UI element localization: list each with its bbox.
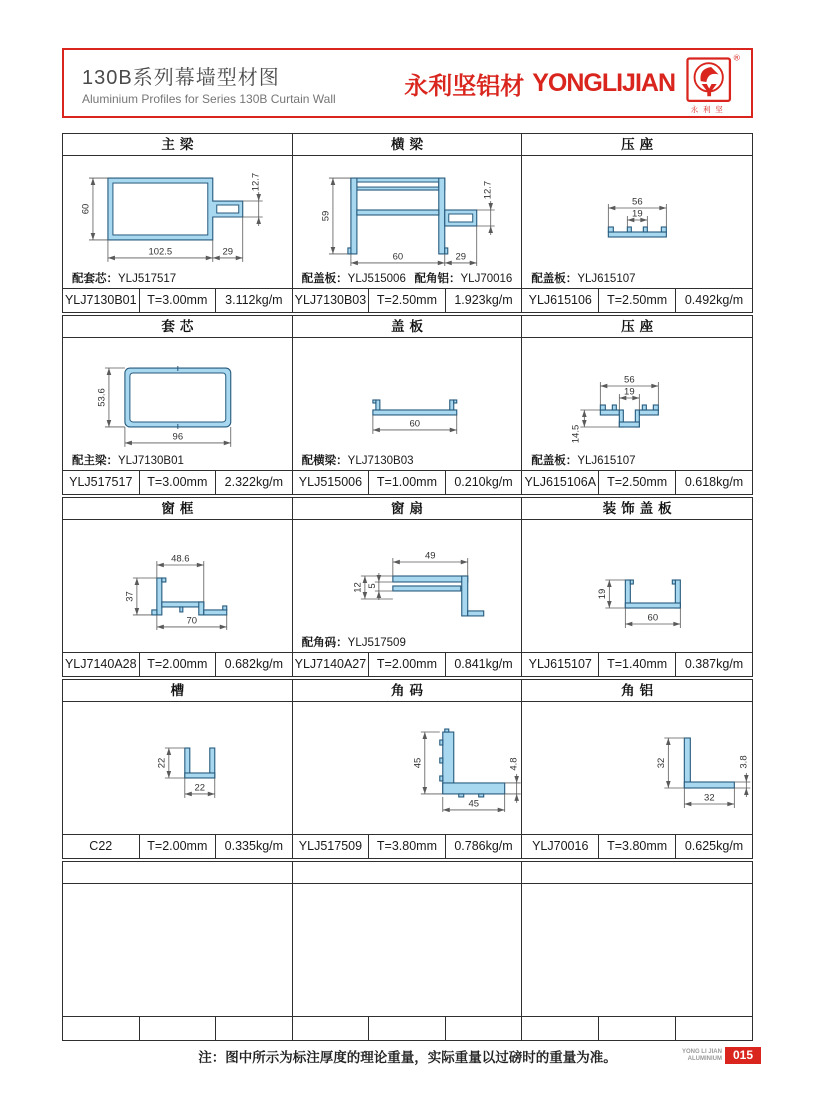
dimension: [735, 755, 751, 797]
logo-caption: 永利坚: [690, 105, 728, 115]
svg-text:56: 56: [624, 374, 635, 386]
spec-row-empty: [293, 1016, 522, 1040]
dimension: [367, 573, 393, 600]
spec-thickness: T=2.00mm: [140, 653, 217, 676]
profile-title-empty: [63, 862, 292, 884]
profile-notes: [522, 630, 752, 653]
profile-title: 压座: [522, 316, 752, 338]
spec-model: YLJ615107: [522, 653, 599, 676]
spec-weight: 0.682kg/m: [224, 657, 284, 671]
spec-row: [293, 652, 522, 676]
spec-row: [293, 470, 522, 494]
brand-name-en: YONGLIJIAN: [532, 68, 675, 97]
spec-row-empty: [63, 1016, 292, 1040]
profile-title: 主梁: [63, 134, 292, 156]
dimension: [156, 748, 184, 778]
page-number: 015: [725, 1047, 761, 1064]
brand-logo-icon: [683, 50, 741, 116]
spec-model: YLJ517509: [293, 835, 370, 858]
svg-text:45: 45: [468, 798, 479, 810]
spec-row: [63, 288, 292, 312]
dimension: [185, 778, 215, 798]
profile-notes: 配盖板：YLJ615107: [531, 455, 636, 467]
profile-shape: [685, 738, 735, 788]
spec-thickness: T=3.80mm: [599, 835, 676, 858]
dimension: [320, 178, 350, 254]
svg-text:59: 59: [320, 210, 332, 222]
page-header: [62, 48, 753, 118]
profile-cell: [293, 134, 523, 312]
svg-text:53.6: 53.6: [96, 388, 108, 407]
header-titles: [82, 61, 336, 106]
dimension: [157, 615, 227, 630]
spec-model: C22: [63, 835, 140, 858]
spec-thickness: T=1.00mm: [369, 471, 446, 494]
page-title: 130B系列幕墙型材图: [82, 66, 280, 89]
spec-row: [293, 834, 522, 858]
dimension: [124, 578, 156, 615]
footer-note: 注：图中所示为标注厚度的理论重量，实际重量以过磅时的重量为准。: [198, 1050, 617, 1065]
spec-weight: 0.618kg/m: [684, 475, 744, 489]
profile-title: 套芯: [63, 316, 292, 338]
spec-weight: 0.786kg/m: [454, 839, 513, 853]
dimension: [597, 580, 626, 608]
dimension: [444, 226, 476, 266]
svg-text:60: 60: [409, 418, 420, 430]
profile-cell: [63, 498, 293, 676]
profile-cell: [522, 498, 752, 676]
profile-notes: 配主梁：YLJ7130B01: [72, 455, 184, 467]
profile-cell-empty: [293, 862, 523, 1040]
profile-shape: [601, 405, 659, 427]
profile-diagram: [522, 338, 752, 448]
profile-cell: [293, 680, 523, 858]
svg-text:19: 19: [597, 588, 609, 600]
profile-shape: [626, 580, 681, 608]
spec-weight: 0.335kg/m: [224, 839, 284, 853]
profile-diagram: [293, 338, 522, 448]
dimension: [243, 173, 263, 226]
profile-notes: [293, 812, 522, 835]
spec-model: YLJ7130B01: [63, 289, 140, 312]
profile-notes: [522, 812, 752, 835]
profile-shape: [609, 227, 667, 237]
svg-text:49: 49: [424, 550, 436, 562]
spec-thickness: T=2.00mm: [140, 835, 217, 858]
profile-title: 窗扇: [293, 498, 522, 520]
profile-cell: [522, 680, 752, 858]
spec-model: YLJ515006: [293, 471, 370, 494]
spec-row: [293, 288, 522, 312]
svg-text:19: 19: [632, 208, 643, 220]
profile-diagram: [293, 156, 522, 266]
svg-text:19: 19: [624, 386, 635, 398]
profile-notes: 配盖板：YLJ515006 配角铝：YLJ70016: [301, 273, 513, 285]
spec-thickness: T=2.50mm: [599, 471, 676, 494]
dimension: [393, 551, 468, 576]
spec-weight: 0.625kg/m: [684, 839, 744, 853]
profile-diagram: [293, 702, 522, 812]
svg-text:29: 29: [455, 251, 466, 263]
table-row: [62, 679, 753, 859]
svg-text:22: 22: [194, 782, 206, 794]
profile-title: 盖板: [293, 316, 522, 338]
profile-cell: [63, 680, 293, 858]
profile-shape: [152, 578, 227, 615]
profile-diagram: [293, 520, 522, 630]
page-subtitle: Aluminium Profiles for Series 130B Curtain Wall: [82, 91, 336, 106]
svg-text:70: 70: [186, 615, 198, 627]
svg-text:14.5: 14.5: [570, 424, 582, 444]
profile-cell: [293, 498, 523, 676]
profile-cell: [522, 134, 752, 312]
spec-weight: 0.492kg/m: [684, 293, 744, 307]
profile-cell: [522, 316, 752, 494]
profile-cell: [63, 316, 293, 494]
spec-thickness: T=2.50mm: [369, 289, 446, 312]
svg-text:3.8: 3.8: [738, 755, 750, 769]
spec-model: YLJ517517: [63, 471, 140, 494]
table-row: [62, 315, 753, 495]
profile-cell-empty: [63, 862, 293, 1040]
profile-shape: [125, 366, 231, 429]
profile-title-empty: [522, 862, 752, 884]
dimension: [213, 217, 243, 262]
svg-text:29: 29: [222, 246, 234, 258]
spec-row: [522, 834, 752, 858]
profile-diagram: [63, 702, 292, 812]
svg-text:60: 60: [80, 203, 92, 215]
svg-text:102.5: 102.5: [148, 246, 173, 258]
svg-text:12: 12: [352, 582, 364, 593]
spec-row: [522, 288, 752, 312]
profile-notes: 配盖板：YLJ615107: [531, 273, 636, 285]
dimension: [685, 788, 735, 808]
spec-model: YLJ615106: [522, 289, 599, 312]
spec-row: [63, 652, 292, 676]
svg-text:60: 60: [647, 612, 659, 624]
dimension: [442, 794, 504, 812]
profile-diagram: [522, 702, 752, 812]
spec-row: [522, 652, 752, 676]
svg-text:5: 5: [366, 583, 378, 589]
spec-model: YLJ7140A28: [63, 653, 140, 676]
spec-row: [63, 470, 292, 494]
spec-thickness: T=3.00mm: [140, 289, 217, 312]
spec-weight: 2.322kg/m: [224, 475, 284, 489]
profile-title: 角铝: [522, 680, 752, 702]
dimension: [628, 209, 648, 228]
svg-text:32: 32: [704, 792, 715, 804]
svg-text:12.7: 12.7: [482, 180, 494, 200]
profile-title: 角码: [293, 680, 522, 702]
profile-diagram: [522, 520, 752, 630]
profile-title: 槽: [63, 680, 292, 702]
dimension: [96, 368, 124, 427]
profile-cell: [63, 134, 293, 312]
dimension: [108, 240, 213, 262]
profile-title-empty: [293, 862, 522, 884]
table-row-empty: [62, 861, 753, 1041]
spec-row: [522, 470, 752, 494]
table-row: [62, 497, 753, 677]
brand-name-cn: 永利坚铝材: [404, 72, 525, 100]
spec-row-empty: [522, 1016, 752, 1040]
profile-title: 横梁: [293, 134, 522, 156]
profile-title: 装饰盖板: [522, 498, 752, 520]
spec-weight: 0.210kg/m: [454, 475, 513, 489]
dimension: [412, 732, 442, 794]
spec-thickness: T=1.40mm: [599, 653, 676, 676]
profile-table: [62, 133, 753, 1043]
svg-text:45: 45: [411, 757, 423, 769]
svg-text:22: 22: [156, 757, 168, 769]
spec-model: YLJ7130B03: [293, 289, 370, 312]
svg-text:32: 32: [656, 757, 668, 769]
dimension: [351, 251, 445, 266]
spec-thickness: T=2.50mm: [599, 289, 676, 312]
registered-mark: ®: [733, 52, 740, 63]
profile-diagram: [522, 156, 752, 266]
svg-text:56: 56: [632, 196, 643, 208]
dimension: [504, 757, 520, 803]
spec-weight: 0.387kg/m: [684, 657, 744, 671]
dimension: [125, 427, 231, 447]
spec-thickness: T=2.00mm: [369, 653, 446, 676]
profile-cell: [293, 316, 523, 494]
dimension: [373, 415, 457, 434]
profile-shape: [393, 576, 484, 616]
svg-text:48.6: 48.6: [171, 553, 190, 565]
profile-notes: 配角码：YLJ517509: [301, 637, 406, 649]
profile-shape: [108, 178, 243, 240]
table-row: [62, 133, 753, 313]
profile-notes: [63, 630, 292, 653]
profile-title: 窗框: [63, 498, 292, 520]
svg-text:4.8: 4.8: [508, 757, 520, 771]
profile-notes: 配横梁：YLJ7130B03: [301, 455, 414, 467]
profile-shape: [185, 748, 215, 778]
profile-shape: [373, 400, 457, 415]
profile-notes: 配套芯：YLJ517517: [72, 273, 177, 285]
spec-weight: 0.841kg/m: [454, 657, 513, 671]
dimension: [620, 387, 640, 411]
dimension: [80, 178, 107, 240]
dimension: [626, 608, 681, 628]
spec-model: YLJ615106A: [522, 471, 599, 494]
profile-title: 压座: [522, 134, 752, 156]
profile-diagram: [63, 156, 292, 266]
page-tag: [682, 1047, 761, 1064]
brand-area: [404, 50, 741, 116]
svg-text:96: 96: [172, 431, 184, 443]
svg-text:12.7: 12.7: [250, 172, 262, 192]
footer-brand-small: YONG LI JIAN ALUMINIUM: [681, 1048, 722, 1062]
dimension: [476, 181, 494, 235]
spec-model: YLJ70016: [522, 835, 599, 858]
profile-notes: [63, 812, 292, 835]
profile-shape: [348, 178, 477, 254]
spec-model: YLJ7140A27: [293, 653, 370, 676]
profile-shape: [439, 729, 504, 797]
profile-diagram: [63, 520, 292, 630]
spec-weight: 3.112kg/m: [225, 293, 283, 307]
dimension: [656, 738, 685, 788]
svg-text:60: 60: [392, 251, 403, 263]
profile-diagram: [63, 338, 292, 448]
spec-weight: 1.923kg/m: [454, 293, 513, 307]
svg-text:37: 37: [124, 591, 136, 602]
spec-thickness: T=3.00mm: [140, 471, 217, 494]
profile-cell-empty: [522, 862, 752, 1040]
spec-thickness: T=3.80mm: [369, 835, 446, 858]
spec-row: [63, 834, 292, 858]
